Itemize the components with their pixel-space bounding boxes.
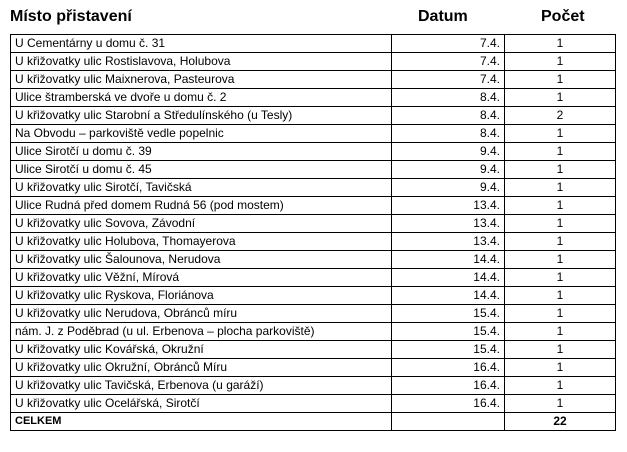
table-row: [11, 197, 616, 215]
cell-count: 1: [505, 53, 616, 71]
total-row: [11, 413, 616, 431]
table-row: [11, 89, 616, 107]
table-row: [11, 359, 616, 377]
cell-count: 1: [505, 233, 616, 251]
table-row: [11, 377, 616, 395]
table-row: [11, 341, 616, 359]
cell-count: 1: [505, 215, 616, 233]
table-row: [11, 125, 616, 143]
cell-date: 13.4.: [392, 197, 505, 215]
total-label: CELKEM: [11, 413, 392, 431]
table-row: [11, 233, 616, 251]
cell-count: 1: [505, 251, 616, 269]
cell-date: 14.4.: [392, 269, 505, 287]
cell-place: U křižovatky ulic Nerudova, Obránců míru: [11, 305, 392, 323]
cell-date: 7.4.: [392, 35, 505, 53]
header-count: Počet: [541, 8, 585, 25]
cell-date: 13.4.: [392, 233, 505, 251]
total-count: 22: [505, 413, 616, 431]
cell-place: U křižovatky ulic Kovářská, Okružní: [11, 341, 392, 359]
cell-date: 7.4.: [392, 71, 505, 89]
table-row: [11, 71, 616, 89]
table-row: [11, 251, 616, 269]
cell-date: 7.4.: [392, 53, 505, 71]
cell-count: 1: [505, 377, 616, 395]
cell-count: 1: [505, 269, 616, 287]
cell-date: 13.4.: [392, 215, 505, 233]
locations-table: [10, 34, 616, 431]
cell-place: U křižovatky ulic Ocelářská, Sirotčí: [11, 395, 392, 413]
cell-date: 15.4.: [392, 305, 505, 323]
cell-count: 1: [505, 35, 616, 53]
cell-place: U křižovatky ulic Holubova, Thomayerova: [11, 233, 392, 251]
cell-count: 1: [505, 143, 616, 161]
cell-count: 1: [505, 197, 616, 215]
table-row: [11, 35, 616, 53]
cell-date: 8.4.: [392, 125, 505, 143]
cell-count: 1: [505, 395, 616, 413]
table-row: [11, 395, 616, 413]
cell-place: U křižovatky ulic Starobní a Středulínského (u Tesly): [11, 107, 392, 125]
table-header: [0, 0, 627, 34]
header-date: Datum: [418, 8, 468, 25]
cell-count: 1: [505, 287, 616, 305]
cell-count: 1: [505, 125, 616, 143]
cell-count: 1: [505, 179, 616, 197]
cell-count: 1: [505, 89, 616, 107]
cell-date: 14.4.: [392, 251, 505, 269]
cell-date: 8.4.: [392, 89, 505, 107]
table-row: [11, 179, 616, 197]
cell-count: 1: [505, 341, 616, 359]
cell-count: 1: [505, 161, 616, 179]
cell-place: U Cementárny u domu č. 31: [11, 35, 392, 53]
table-row: [11, 269, 616, 287]
table-body: [11, 35, 616, 431]
cell-place: Ulice Sirotčí u domu č. 45: [11, 161, 392, 179]
table-row: [11, 305, 616, 323]
cell-place: U křižovatky ulic Maixnerova, Pasteurova: [11, 71, 392, 89]
cell-count: 1: [505, 305, 616, 323]
cell-place: U křižovatky ulic Rostislavova, Holubova: [11, 53, 392, 71]
cell-date: 9.4.: [392, 161, 505, 179]
cell-place: Ulice Rudná před domem Rudná 56 (pod mostem): [11, 197, 392, 215]
cell-count: 2: [505, 107, 616, 125]
cell-count: 1: [505, 359, 616, 377]
table-row: [11, 215, 616, 233]
cell-date: 9.4.: [392, 143, 505, 161]
cell-place: U křižovatky ulic Šalounova, Nerudova: [11, 251, 392, 269]
cell-place: Ulice štramberská ve dvoře u domu č. 2: [11, 89, 392, 107]
cell-place: U křižovatky ulic Sirotčí, Tavičská: [11, 179, 392, 197]
cell-date: 16.4.: [392, 359, 505, 377]
table-row: [11, 323, 616, 341]
cell-place: Na Obvodu – parkoviště vedle popelnic: [11, 125, 392, 143]
table-row: [11, 143, 616, 161]
cell-place: Ulice Sirotčí u domu č. 39: [11, 143, 392, 161]
table-row: [11, 161, 616, 179]
cell-place: nám. J. z Poděbrad (u ul. Erbenova – plocha parkoviště): [11, 323, 392, 341]
cell-date: 8.4.: [392, 107, 505, 125]
cell-place: U křižovatky ulic Ryskova, Floriánova: [11, 287, 392, 305]
header-place: Místo přistavení: [10, 8, 132, 25]
cell-date: 16.4.: [392, 395, 505, 413]
table-row: [11, 107, 616, 125]
cell-date: 15.4.: [392, 341, 505, 359]
cell-place: U křižovatky ulic Tavičská, Erbenova (u garáží): [11, 377, 392, 395]
cell-place: U křižovatky ulic Sovova, Závodní: [11, 215, 392, 233]
cell-place: U křižovatky ulic Okružní, Obránců Míru: [11, 359, 392, 377]
table-row: [11, 287, 616, 305]
cell-count: 1: [505, 71, 616, 89]
cell-count: 1: [505, 323, 616, 341]
cell-place: U křižovatky ulic Věžní, Mírová: [11, 269, 392, 287]
cell-date: 16.4.: [392, 377, 505, 395]
cell-date: 15.4.: [392, 323, 505, 341]
table-row: [11, 53, 616, 71]
cell-date: 9.4.: [392, 179, 505, 197]
cell-date: 14.4.: [392, 287, 505, 305]
total-date: [392, 413, 505, 431]
